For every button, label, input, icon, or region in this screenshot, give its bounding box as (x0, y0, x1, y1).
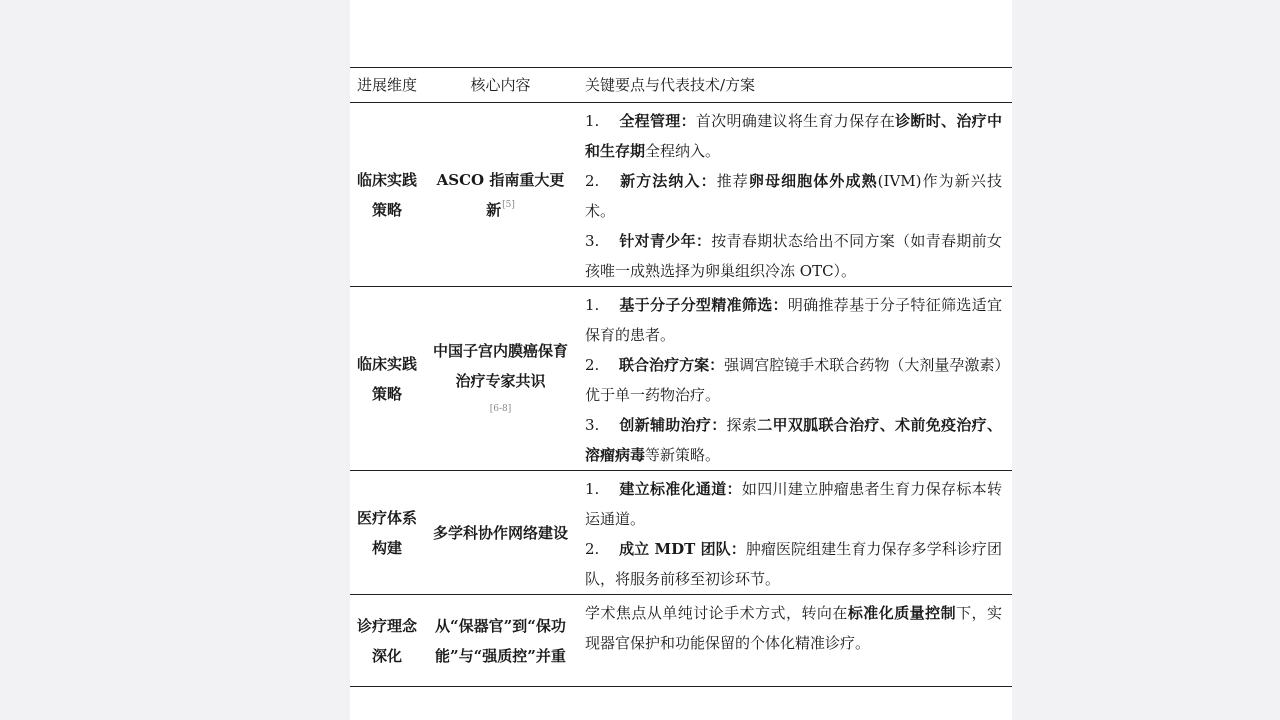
row-core-text: ASCO 指南重大更新 (436, 170, 565, 219)
row-points (577, 595, 1012, 687)
list-item: 1. 建立标准化通道：如四川建立肿瘤患者生育力保存标本转运通道。 (585, 480, 1002, 528)
row-points (577, 471, 1012, 595)
row-dimension: 临床实践策略 (356, 354, 417, 403)
row-dimension: 医疗体系构建 (356, 508, 417, 557)
row-dimension: 临床实践策略 (356, 170, 417, 219)
row-core: 从“保器官”到“保功能”与“强质控”并重 (435, 616, 566, 665)
row-points (577, 287, 1012, 471)
row-core: 多学科协作网络建设 (432, 523, 568, 542)
row-core (424, 287, 577, 471)
header-dimension: 进展维度 (356, 76, 417, 94)
row-dimension: 诊疗理念深化 (356, 616, 417, 665)
list-item: 1. 基于分子分型精准筛选：明确推荐基于分子特征筛选适宜保育的患者。 (585, 296, 1002, 344)
document-page (350, 0, 1012, 720)
row-core (424, 103, 577, 287)
list-item: 2. 成立 MDT 团队：肿瘤医院组建生育力保存多学科诊疗团队，将服务前移至初诊环节。 (585, 540, 1002, 588)
table-row (350, 287, 1012, 471)
list-item: 2. 联合治疗方案：强调宫腔镜手术联合药物（大剂量孕激素）优于单一药物治疗。 (585, 356, 1002, 404)
row-points (577, 103, 1012, 287)
list-item: 3. 创新辅助治疗：探索二甲双胍联合治疗、术前免疫治疗、溶瘤病毒等新策略。 (585, 416, 1002, 464)
table-row (350, 103, 1012, 287)
table-header-row (350, 68, 1012, 103)
list-item: 2. 新方法纳入：推荐卵母细胞体外成熟(IVM)作为新兴技术。 (585, 172, 1002, 220)
reference-mark: [5] (502, 199, 515, 210)
reference-mark: [6-8] (489, 403, 512, 414)
table-row (350, 595, 1012, 687)
table-row (350, 471, 1012, 595)
header-points: 关键要点与代表技术/方案 (585, 76, 756, 94)
row-core-text: 中国子宫内膜癌保育治疗专家共识 (432, 341, 568, 390)
progress-table (350, 67, 1012, 687)
list-item: 1. 全程管理：首次明确建议将生育力保存在诊断时、治疗中和生存期全程纳入。 (585, 112, 1002, 160)
header-core: 核心内容 (470, 76, 531, 94)
summary-text: 学术焦点从单纯讨论手术方式，转向在标准化质量控制下，实现器官保护和功能保留的个体化精准诊疗。 (585, 604, 1002, 652)
list-item: 3. 针对青少年：按青春期状态给出不同方案（如青春期前女孩唯一成熟选择为卵巢组织冷冻 OTC）。 (585, 232, 1002, 280)
